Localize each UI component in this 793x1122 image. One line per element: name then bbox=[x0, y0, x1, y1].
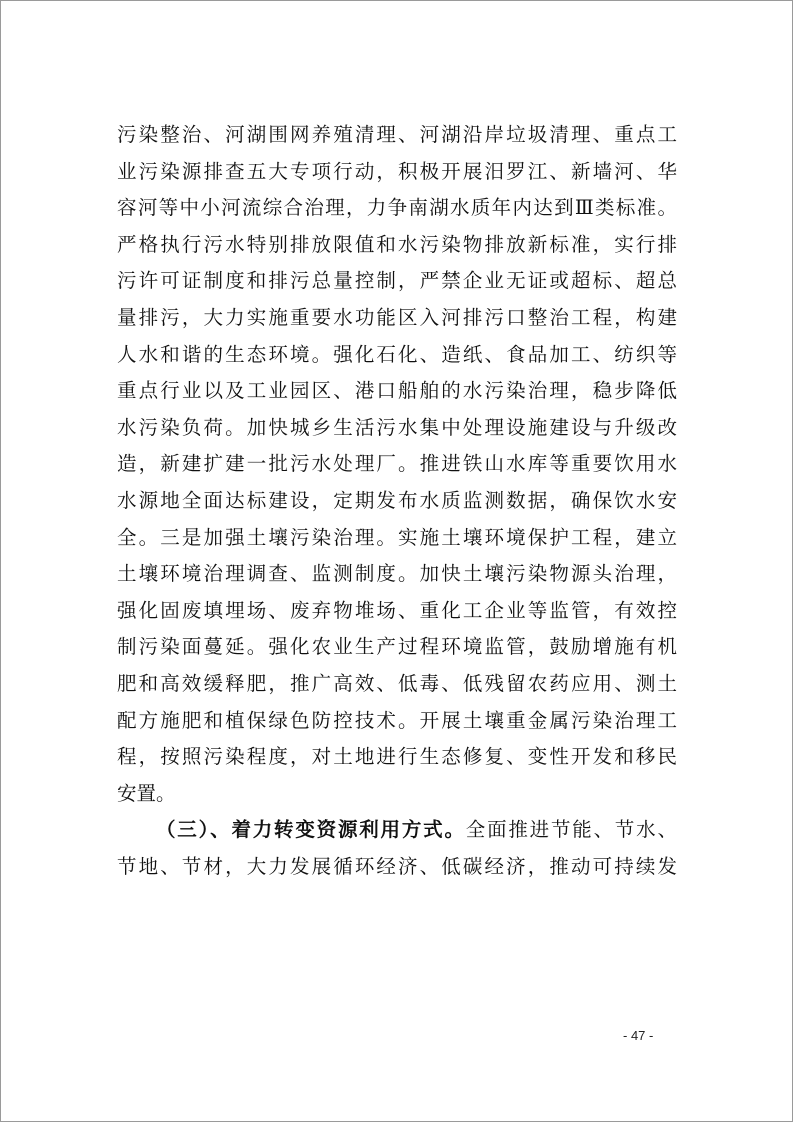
body-text bbox=[117, 117, 677, 885]
section-heading-line bbox=[117, 812, 677, 849]
text-line: 污许可证制度和排污总量控制，严禁企业无证或超标、超总 bbox=[117, 269, 677, 293]
text-line: 土壤环境治理调查、监测制度。加快土壤污染物源头治理， bbox=[117, 562, 677, 586]
text-line: 业污染源排查五大专项行动，积极开展汨罗江、新墙河、华 bbox=[117, 159, 677, 183]
text-line: 程，按照污染程度，对土地进行生态修复、变性开发和移民 bbox=[117, 745, 677, 769]
text-line: 全。三是加强土壤污染治理。实施土壤环境保护工程，建立 bbox=[117, 525, 677, 549]
text-line: 严格执行污水特别排放限值和水污染物排放新标准，实行排 bbox=[117, 232, 677, 256]
text-line: 人水和谐的生态环境。强化石化、造纸、食品加工、纺织等 bbox=[117, 342, 677, 366]
paragraph-end-line: 安置。 bbox=[117, 781, 176, 805]
text-line: 造，新建扩建一批污水处理厂。推进铁山水库等重要饮用水 bbox=[117, 452, 677, 476]
text-line: 肥和高效缓释肥，推广高效、低毒、低残留农药应用、测土 bbox=[117, 671, 677, 695]
text-line: 强化固废填埋场、废弃物堆场、重化工企业等监管，有效控 bbox=[117, 598, 677, 622]
section-heading: （三）、着力转变资源利用方式。 bbox=[156, 818, 466, 842]
page-number: - 47 - bbox=[623, 1028, 654, 1043]
text-line: 水源地全面达标建设，定期发布水质监测数据，确保饮水安 bbox=[117, 488, 677, 512]
text-line: 节地、节材，大力发展循环经济、低碳经济，推动可持续发 bbox=[117, 854, 677, 878]
text-line: 制污染面蔓延。强化农业生产过程环境监管，鼓励增施有机 bbox=[117, 635, 677, 659]
text-line: 污染整治、河湖围网养殖清理、河湖沿岸垃圾清理、重点工 bbox=[117, 123, 677, 146]
text-line: 水污染负荷。加快城乡生活污水集中处理设施建设与升级改 bbox=[117, 415, 677, 439]
text-line: 重点行业以及工业园区、港口船舶的水污染治理，稳步降低 bbox=[117, 379, 677, 403]
text-line: 容河等中小河流综合治理，力争南湖水质年内达到Ⅲ类标准。 bbox=[117, 196, 677, 220]
text-line: 量排污，大力实施重要水功能区入河排污口整治工程，构建 bbox=[117, 305, 677, 329]
text-line: 配方施肥和植保绿色防控技术。开展土壤重金属污染治理工 bbox=[117, 708, 677, 732]
heading-continuation: 全面推进节能、节水、 bbox=[465, 818, 677, 842]
